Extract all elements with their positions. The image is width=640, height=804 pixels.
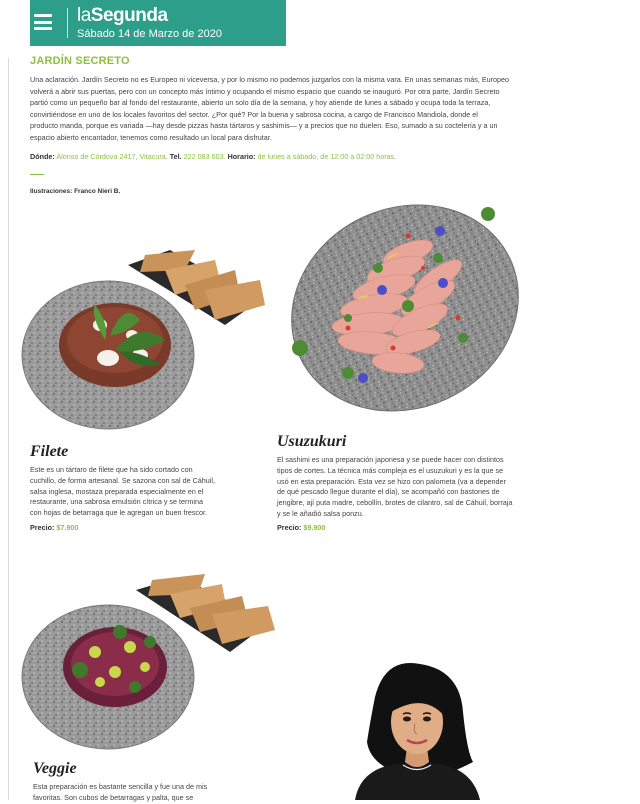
phone: 222 083 603. — [183, 152, 226, 161]
header-divider — [67, 8, 68, 38]
usuzukuri-dish-illustration — [288, 198, 528, 426]
section-divider — [30, 174, 44, 175]
dish-title-filete: Filete — [30, 443, 69, 460]
body-line: espacio abierto encantador, tenemos como resultado un local para disfrutar. — [30, 132, 272, 142]
dish-title-usuzukuri: Usuzukuri — [277, 433, 347, 450]
body-line: producto manda, porque es variada —hay desde pizzas hasta tártaros y sashimis— y a precios que no duelen. Eso, sumado a su coctelería y a un — [30, 121, 498, 130]
hours: de lunes a sábado, de 12:00 a 02:00 horas. — [257, 152, 397, 161]
article-body — [30, 74, 530, 143]
site-logo[interactable]: laSegunda — [77, 5, 168, 26]
dish-title-veggie: Veggie — [33, 760, 77, 777]
body-line: convirtiéndose en uno de los locales favoritos del sector. ¿Por qué? Por la buena y sabrosa cocina, a cargo de Francisco Mandiola, donde el — [30, 109, 478, 119]
author-portrait-illustration — [355, 662, 480, 800]
dish-description-filete: Este es un tártaro de filete que ha sido cortado con cuchillo, de forma artesanal. Se sazona con sal de Cáhuil, salsa inglesa, mostaza preparada especialmente en el restaurante, una sabrosa emulsión cítrica y se termina con hojas de betarraga que le agregan un buen frescor. — [30, 465, 215, 518]
article-title: JARDÍN SECRETO — [30, 55, 130, 67]
page-margin-rule — [8, 58, 9, 800]
dish-price-usuzukuri: Precio: $9.900 — [277, 523, 326, 532]
body-line: volverá a abrir sus puertas, pero con un concepto más íntimo y ocupando el mismo espacio que cuando se inauguró. Por otra parte, Jardín Secreto — [30, 86, 500, 96]
address: Alonso de Córdova 2417, Vitacura. — [56, 152, 168, 161]
dish-description-usuzukuri: El sashimi es una preparación japonesa y se puede hacer con distintos tipos de cortes. La técnica más compleja es el usuzukuri y es la que se usó en esta preparación. Esta vez se hizo con palometa (va a depender de qué pescado llegue durante el día), se acompañó con bastones de jengibre, ají puta madre, cebollín, brotes de cilantro, sal de Cáhuil, borraja y se le añadió salsa ponzu. — [277, 455, 513, 518]
restaurant-info: Dónde: Alonso de Córdova 2417, Vitacura. Tel. 222 083 603. Horario: de lunes a sábado, de 12:00 a 02:00 horas. — [30, 152, 397, 161]
body-line: partió como un pequeño bar al fondo del restaurante, abierto un solo día de la semana, y hoy atiende de lunes a sábado y ocupa toda la terraza, — [30, 98, 491, 107]
illustration-credit: Ilustraciones: Franco Nieri B. — [30, 188, 121, 195]
body-line: Una aclaración. Jardín Secreto no es Europeo ni viceversa, y por lo mismo no podemos juzgarlos con la misma vara. En unas semanas más, Europeo — [30, 75, 510, 84]
issue-date: Sábado 14 de Marzo de 2020 — [77, 28, 222, 40]
veggie-dish-illustration — [20, 572, 280, 752]
menu-icon[interactable] — [34, 14, 52, 30]
filete-dish-illustration — [20, 240, 270, 440]
site-header — [30, 0, 286, 46]
dish-description-veggie: Esta preparación es bastante sencilla y fue una de mis favoritas. Son cubos de betarragas y palta, que se — [33, 782, 208, 802]
dish-price-filete: Precio: $7.900 — [30, 523, 79, 532]
